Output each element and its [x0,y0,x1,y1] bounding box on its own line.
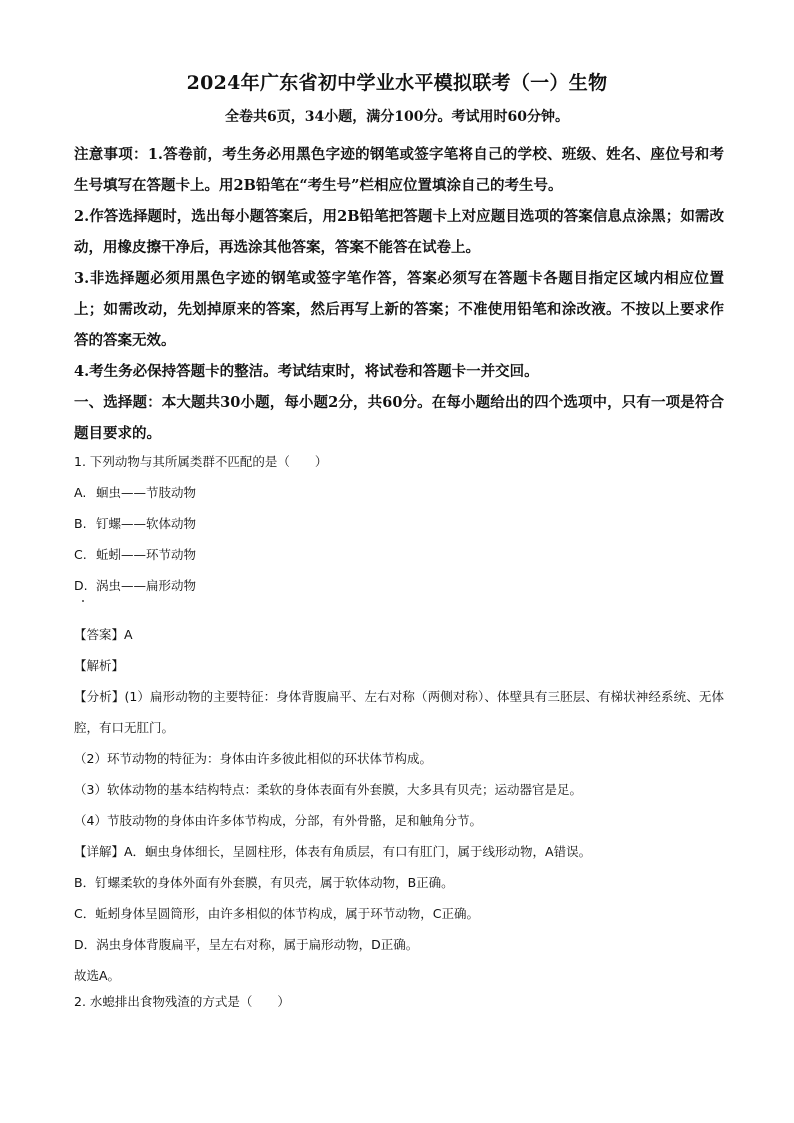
analysis-line-3: （3）软体动物的基本结构特点：柔软的身体表面有外套膜，大多具有贝壳；运动器官是足。 [74,782,582,797]
instruction-3: 3.非选择题必须用黑色字迹的钢笔或签字笔作答，答案必须写在答题卡各题目指定区域内相应位置上；如需改动，先划掉原来的答案，然后再写上新的答案；不准使用铅笔和涂改液。不按以上要求作答的答案无效。 [74,270,724,349]
detail-line-b: B．钉螺柔软的身体外面有外套膜，有贝壳，属于软体动物，B正确。 [74,875,454,890]
conclusion: 故选A。 [74,968,121,983]
answer-value: A [124,627,133,642]
option-text: 蚯蚓——环节动物 [95,547,196,562]
instruction-4: 4.考生务必保持答题卡的整洁。考试结束时，将试卷和答题卡一并交回。 [74,363,539,380]
analysis-line-4: （4）节肢动物的身体由许多体节构成，分部，有外骨骼，足和触角分节。 [74,813,482,828]
analysis-line-1: 【分析】(1）扁形动物的主要特征：身体背腹扁平、左右对称（两侧对称）、体壁具有三胚层、有梯状神经系统、无体腔，有口无肛门。 [74,689,724,735]
section-heading: 一、选择题：本大题共30小题，每小题2分，共60分。在每小题给出的四个选项中，只有一项是符合题目要求的。 [74,394,724,442]
instruction-2: 2.作答选择题时，选出每小题答案后，用2B铅笔把答题卡上对应题目选项的答案信息点涂黑；如需改动，用橡皮擦干净后，再选涂其他答案，答案不能答在试卷上。 [74,208,724,256]
option-letter: B. [74,516,87,531]
instructions [74,139,724,449]
option-c [74,545,724,576]
answer-row [74,619,724,650]
detail-line-d: D．涡虫身体背腹扁平，呈左右对称，属于扁形动物，D正确。 [74,937,419,952]
question-1-solution [74,619,724,991]
detail-line-c: C．蚯蚓身体呈圆筒形，由许多相似的体节构成，属于环节动物，C正确。 [74,906,479,921]
question-2-stem: 2. 水螅排出食物残渣的方式是（ ） [74,994,290,1009]
answer-label: 【答案】 [74,627,125,642]
stray-dot [82,600,84,602]
question-1-options [74,483,724,607]
question-1-stem: 1. 下列动物与其所属类群不匹配的是（ ） [74,454,328,469]
option-b [74,514,724,545]
option-letter: A. [74,485,87,500]
page-title: 2024年广东省初中学业水平模拟联考（一）生物 [186,72,608,94]
option-text: 蛔虫——节肢动物 [95,485,196,500]
option-text: 钉螺——软体动物 [95,516,196,531]
option-d [74,576,724,607]
analysis-line-2: （2）环节动物的特征为：身体由许多彼此相似的环状体节构成。 [74,751,432,766]
instruction-1: 注意事项：1.答卷前，考生务必用黑色字迹的钢笔或签字笔将自己的学校、班级、姓名、座位号和考生号填写在答题卡上。用2B铅笔在“考生号”栏相应位置填涂自己的考生号。 [74,146,724,194]
option-letter: C. [74,547,87,562]
analysis-label: 【解析】 [74,658,125,673]
option-letter: D. [74,578,88,593]
option-text: 涡虫——扁形动物 [95,578,196,593]
option-a [74,483,724,514]
exam-info: 全卷共6页，34小题，满分100分。考试用时60分钟。 [225,109,569,125]
detail-line-a: 【详解】A．蛔虫身体细长，呈圆柱形，体表有角质层，有口有肛门，属于线形动物，A错误。 [74,844,592,859]
